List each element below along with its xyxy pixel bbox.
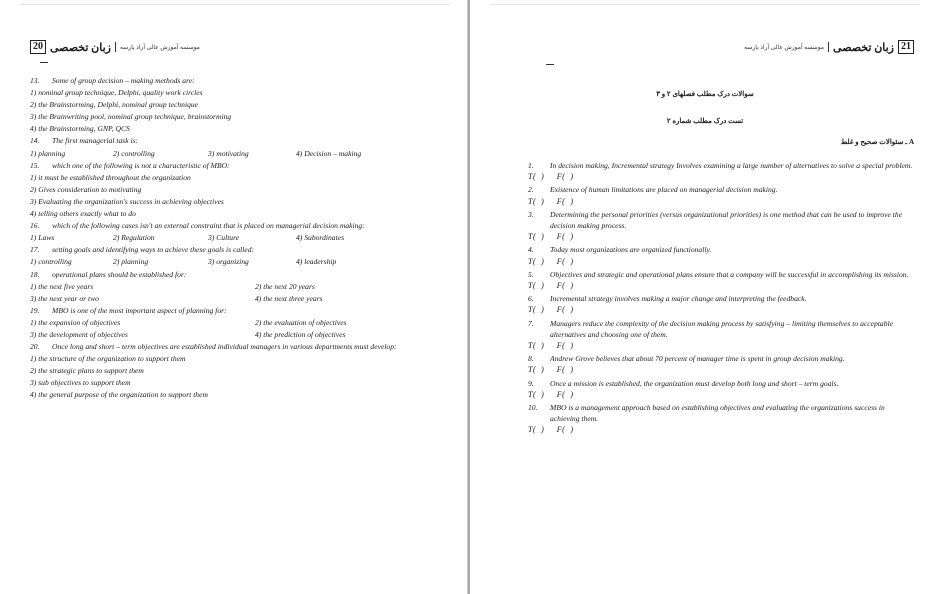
answer-option: 3) organizing xyxy=(208,257,249,267)
statement-number: 8. xyxy=(528,354,534,364)
answer-option: 2) the strategic plans to support them xyxy=(30,366,144,376)
question-item xyxy=(30,135,435,159)
question-text: setting goals and identifying ways to achieve these goals is called: xyxy=(52,245,255,255)
question-item xyxy=(30,341,435,401)
answer-option: 1) controlling xyxy=(30,257,72,267)
answer-option: 4) the general purpose of the organization to support them xyxy=(30,390,208,400)
answer-options-row xyxy=(30,293,435,305)
answer-options-row xyxy=(30,256,435,268)
question-item xyxy=(30,244,435,268)
section-title: سوالات درک مطلب فصلهای ۲ و ۳ xyxy=(656,90,754,98)
question-stem xyxy=(30,160,435,172)
answer-option: 3) motivating xyxy=(208,148,249,158)
statement-text: In decision making, Incremental strategy Involves examining a large number of alternatives to solve a special problem. xyxy=(550,161,913,170)
statement-stem xyxy=(528,209,914,231)
statement-stem xyxy=(528,293,914,304)
statement-stem xyxy=(528,378,914,389)
true-false-list xyxy=(528,160,914,438)
statement-item xyxy=(528,353,914,375)
true-false-blanks: T( ) F( ) xyxy=(528,389,574,399)
statement-item xyxy=(528,269,914,291)
answer-option: 2) the evaluation of objectives xyxy=(255,317,347,327)
question-item xyxy=(30,160,435,220)
statement-number: 7. xyxy=(528,318,534,328)
question-text: operational plans should be established for: xyxy=(52,269,187,279)
question-stem xyxy=(30,135,435,147)
question-item xyxy=(30,75,435,135)
answer-options-row xyxy=(30,329,435,341)
header-dash xyxy=(40,62,48,63)
institute-name: موسسه آموزش عالی آزاد پارسه xyxy=(119,44,200,51)
question-stem xyxy=(30,305,435,317)
section-heading: A ـ سئوالات صحیح و غلط xyxy=(840,138,914,146)
statement-text: MBO is a management approach based on establishing objectives and evaluating the organizations success in achieving them. xyxy=(550,403,885,424)
answer-option: 1) the expansion of objectives xyxy=(30,317,121,327)
question-number: 17. xyxy=(30,245,40,255)
statement-item xyxy=(528,318,914,352)
answer-option: 1) the structure of the organization to support them xyxy=(30,354,186,364)
question-item xyxy=(30,269,435,305)
statement-text: Once a mission is established, the organization must develop both long and short – term goals. xyxy=(550,378,839,388)
statement-stem xyxy=(528,244,914,255)
question-stem xyxy=(30,220,435,232)
question-stem xyxy=(30,244,435,256)
question-number: 14. xyxy=(30,136,40,146)
test-title: تست درک مطلب شماره ۲ xyxy=(666,117,744,125)
true-false-blanks: T( ) F( ) xyxy=(528,172,574,182)
question-number: 20. xyxy=(30,342,40,352)
statement-stem xyxy=(528,160,914,171)
header-divider xyxy=(828,42,829,52)
statement-item xyxy=(528,184,914,206)
true-false-blanks: T( ) F( ) xyxy=(528,341,574,351)
page-number: 21 xyxy=(898,40,914,54)
answer-option: 2) Regulation xyxy=(113,233,155,243)
question-number: 13. xyxy=(30,76,40,85)
answer-option: 4) the prediction of objectives xyxy=(255,329,346,339)
statement-item xyxy=(528,244,914,266)
question-text: Some of group decision – making methods are: xyxy=(52,76,195,85)
answer-option: 3) Culture xyxy=(208,233,240,243)
statement-stem xyxy=(528,269,914,280)
left-page-header xyxy=(30,40,200,54)
statement-number: 4. xyxy=(528,245,534,255)
true-false-blanks: T( ) F( ) xyxy=(528,305,574,315)
answer-option: 1) planning xyxy=(30,148,66,158)
question-item xyxy=(30,305,435,341)
question-number: 16. xyxy=(30,221,40,231)
true-false-blanks: T( ) F( ) xyxy=(528,256,574,266)
answer-option: 1) Laws xyxy=(30,233,55,243)
statement-stem xyxy=(528,318,914,340)
statement-item xyxy=(528,160,914,182)
statement-number: 3. xyxy=(528,209,534,219)
statement-number: 2. xyxy=(528,185,534,195)
statement-text: Today most organizations are organized functionally. xyxy=(550,245,712,255)
statement-item xyxy=(528,209,914,243)
statement-number: 9. xyxy=(528,378,534,388)
question-stem xyxy=(30,269,435,281)
statement-number: 5. xyxy=(528,269,534,279)
right-page-header xyxy=(744,40,914,54)
header-divider xyxy=(115,42,116,52)
answer-option: 4) leadership xyxy=(296,257,337,267)
answer-option: 4) the Brainstorming, GNP, QCS xyxy=(30,124,130,134)
answer-option: 2) the Brainstorming, Delphi, nominal group technique xyxy=(30,100,199,110)
true-false-blanks: T( ) F( ) xyxy=(528,196,574,206)
statement-text: Managers reduce the complexity of the decision making process by satisfying – limiting themselves to acceptable alternatives and choosing one of them. xyxy=(550,318,893,339)
answer-option: 1) it must be established throughout the organization xyxy=(30,172,191,182)
right-page xyxy=(470,0,936,594)
statement-item xyxy=(528,378,914,400)
question-item xyxy=(30,220,435,244)
question-number: 15. xyxy=(30,160,40,170)
institute-name: موسسه آموزش عالی آزاد پارسه xyxy=(744,44,825,51)
statement-stem xyxy=(528,353,914,364)
question-number: 19. xyxy=(30,305,40,315)
statement-stem xyxy=(528,402,914,424)
top-rule xyxy=(490,4,920,5)
statement-text: Andrew Grove believes that about 70 percent of manager time is spent in group decision making. xyxy=(550,354,845,364)
answer-option: 3) Evaluating the organization's success in achieving objectives xyxy=(30,196,224,206)
question-stem xyxy=(30,341,435,353)
answer-option: 3) the Brainwriting pool, nominal group technique, brainstorming xyxy=(30,112,232,122)
answer-options-row xyxy=(30,317,435,329)
answer-option: 3) the next year or two xyxy=(30,293,99,303)
subject-title: زبان تخصصی xyxy=(50,41,111,54)
statement-item xyxy=(528,293,914,315)
answer-option: 2) planning xyxy=(113,257,149,267)
answer-option: 3) sub objectives to support them xyxy=(30,378,131,388)
statement-text: Determining the personal priorities (versus organizational priorities) is one method that can be used to improve the decision making process. xyxy=(550,209,903,231)
answer-option: 4) telling others exactly what to do xyxy=(30,209,136,219)
header-dash xyxy=(546,64,554,65)
answer-option: 4) Decision – making xyxy=(296,148,362,158)
answer-options-row xyxy=(30,148,435,160)
answer-options-row xyxy=(30,232,435,244)
answer-option: 2) the next 20 years xyxy=(255,281,315,291)
answer-option: 2) controlling xyxy=(113,148,155,158)
question-text: which one of the following is not a characteristic of MBO: xyxy=(52,160,230,170)
subject-title: زبان تخصصی xyxy=(833,41,894,54)
question-list xyxy=(30,75,435,402)
answer-option: 4) the next three years xyxy=(255,293,323,303)
statement-stem xyxy=(528,184,914,195)
answer-option: 1) nominal group technique, Delphi, quality work circles xyxy=(30,88,203,98)
true-false-blanks: T( ) F( ) xyxy=(528,281,574,291)
statement-number: 1. xyxy=(528,161,534,170)
question-text: Once long and short – term objectives are established individual managers in various departments must develop: xyxy=(52,342,397,352)
answer-options-row xyxy=(30,281,435,293)
question-text: MBO is one of the most important aspect of planning for: xyxy=(52,305,227,315)
statement-item xyxy=(528,402,914,436)
statement-text: Objectives and strategic and operational plans ensure that a company will be successful in accomplishing its mission. xyxy=(550,269,909,279)
true-false-blanks: T( ) F( ) xyxy=(528,365,574,375)
statement-number: 6. xyxy=(528,294,534,304)
answer-option: 3) the development of objectives xyxy=(30,329,128,339)
answer-option: 1) the next five years xyxy=(30,281,94,291)
question-number: 18. xyxy=(30,269,40,279)
question-stem xyxy=(30,75,435,87)
true-false-blanks: T( ) F( ) xyxy=(528,425,574,435)
top-rule xyxy=(20,4,450,5)
answer-option: 2) Gives consideration to motivating xyxy=(30,184,142,194)
statement-number: 10. xyxy=(528,403,538,413)
question-text: which of the following cases isn't an external constraint that is placed on managerial decision making: xyxy=(52,221,365,231)
question-text: The first managerial task is: xyxy=(52,136,139,146)
answer-option: 4) Subordinates xyxy=(296,233,345,243)
true-false-blanks: T( ) F( ) xyxy=(528,232,574,242)
statement-text: Incremental strategy involves making a major change and interpreting the feedback. xyxy=(550,294,807,304)
page-number: 20 xyxy=(30,40,46,54)
statement-text: Existence of human limitations are placed on managerial decision making. xyxy=(550,185,778,195)
